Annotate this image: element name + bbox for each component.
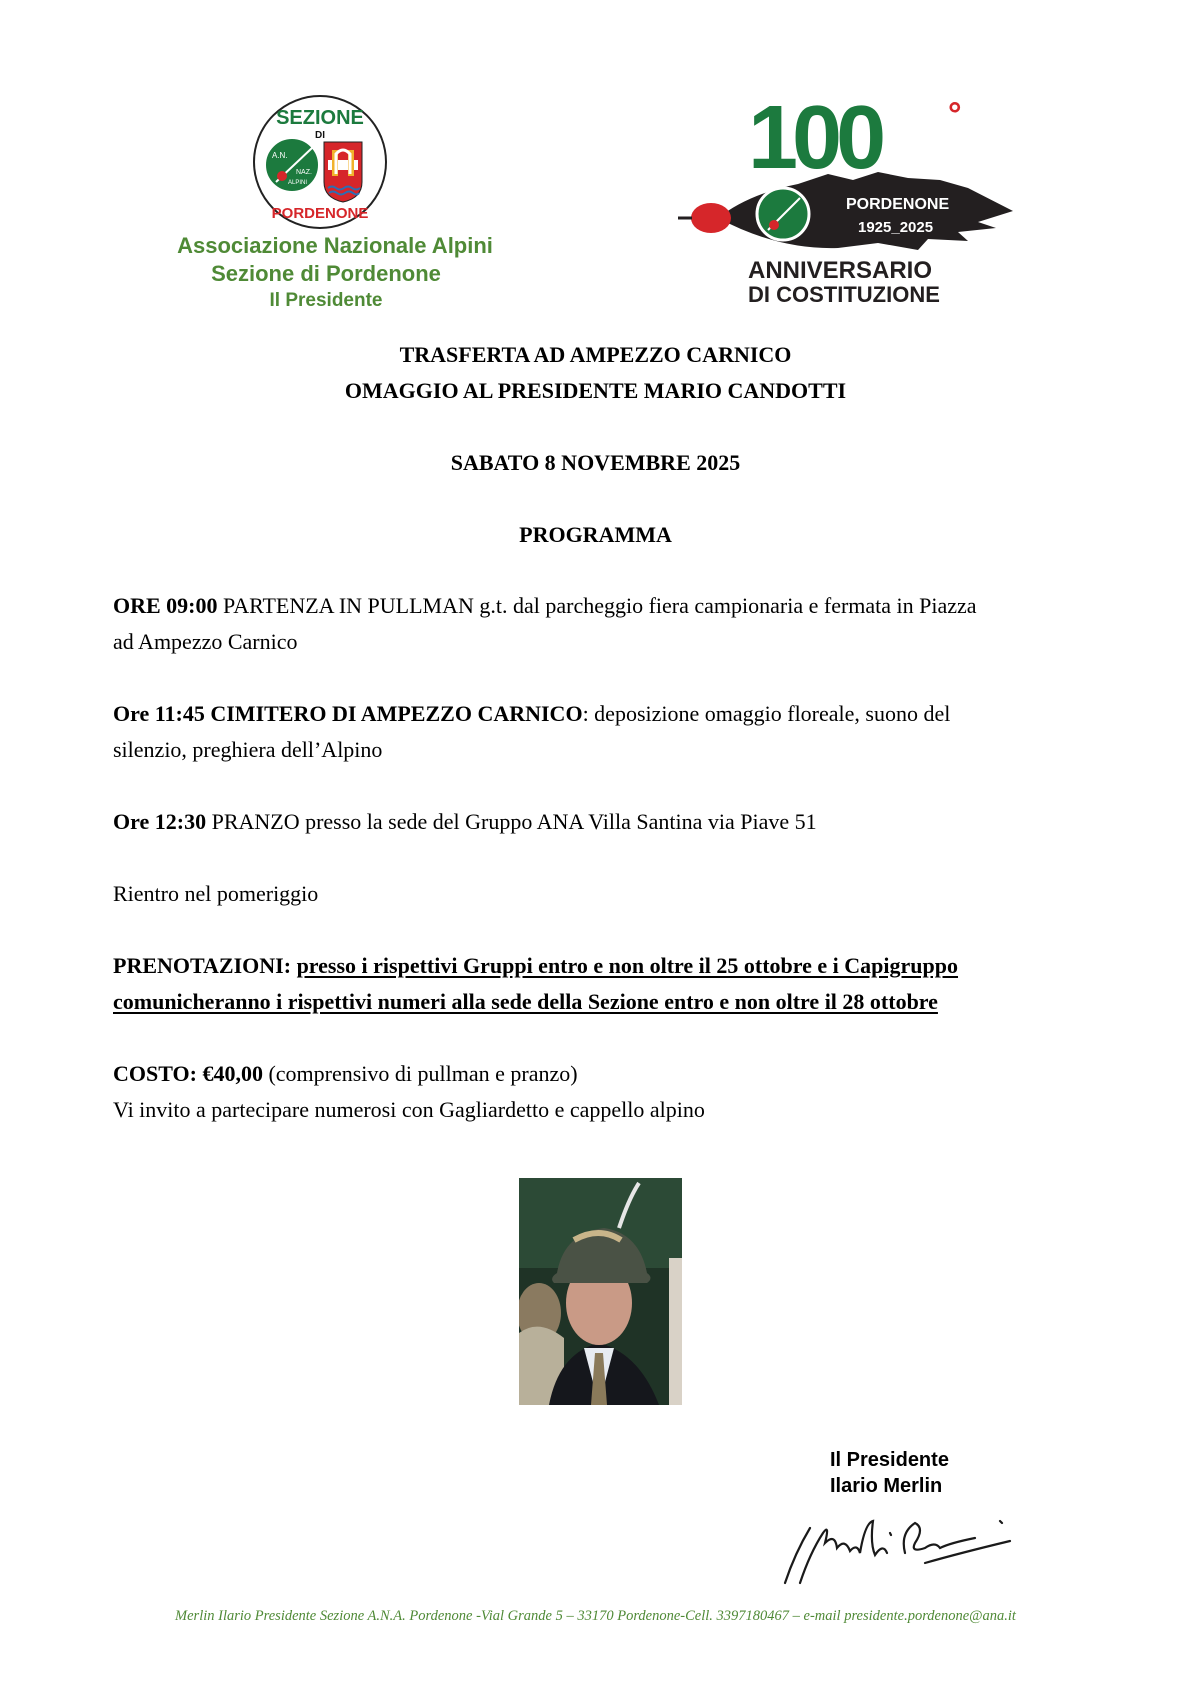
program-item-3-time: Ore 12:30 <box>113 809 207 834</box>
pordenone-coat-of-arms-icon <box>324 142 362 202</box>
logo-di-text: DI <box>315 130 325 141</box>
header-role: Il Presidente <box>269 290 383 311</box>
booking-label: PRENOTAZIONI: <box>113 953 292 978</box>
program-item-3 <box>113 804 1073 840</box>
organization-header <box>140 232 530 314</box>
signature-role: Il Presidente <box>830 1449 949 1471</box>
program-item-1-time: ORE 09:00 <box>113 593 218 618</box>
return-note: Rientro nel pomeriggio <box>113 881 319 906</box>
portrait-photo-mario-candotti <box>519 1178 682 1405</box>
centenary-degree: ° <box>948 96 962 134</box>
signature-name: Ilario Merlin <box>830 1475 943 1497</box>
logo-badge-text-3: ALPINI <box>288 180 308 186</box>
booking-text-line1: presso i rispettivi Gruppi entro e non oltre il 25 ottobre e i Capigruppo <box>296 953 959 978</box>
centenary-years: 1925_2025 <box>858 219 934 236</box>
program-item-1-text-cont: ad Ampezzo Carnico <box>113 629 298 654</box>
handwritten-signature <box>775 1503 1025 1593</box>
program-item-1-text: PARTENZA IN PULLMAN g.t. dal parcheggio fiera campionaria e fermata in Piazza <box>217 593 977 618</box>
cost-section <box>113 1056 1073 1128</box>
centenary-line1: ANNIVERSARIO <box>748 257 933 284</box>
cost-note: (comprensivo di pullman e pranzo) <box>262 1061 578 1086</box>
section-name: Sezione di Pordenone <box>211 261 441 286</box>
logo-sezione-text: SEZIONE <box>276 107 364 129</box>
logo-badge-text-2: NAZ. <box>296 169 312 176</box>
program-heading: PROGRAMMA <box>519 522 672 547</box>
program-item-1 <box>113 588 1073 660</box>
program-item-3-text: PRANZO presso la sede del Gruppo ANA Villa Santina via Piave 51 <box>206 809 817 834</box>
centenary-line2: DI COSTITUZIONE <box>748 282 940 307</box>
centenary-city: PORDENONE <box>846 196 950 213</box>
signature-block <box>830 1447 949 1499</box>
title-line1: TRASFERTA AD AMPEZZO CARNICO <box>399 342 792 367</box>
booking-text-line2: comunicheranno i rispettivi numeri alla sede della Sezione entro e non oltre il 28 ottobre <box>113 989 938 1014</box>
footer-contact: Merlin Ilario Presidente Sezione A.N.A. Pordenone -Vial Grande 5 – 33170 Pordenone-Cell. 3397180467 – e-mail presidente.pordenone@ana.it <box>175 1608 1016 1624</box>
program-item-2-text: : deposizione omaggio floreale, suono del <box>582 701 951 726</box>
program-item-2-text-cont: silenzio, preghiera dell’Alpino <box>113 737 383 762</box>
program-item-2-time: Ore 11:45 CIMITERO DI AMPEZZO CARNICO <box>113 701 583 726</box>
centenary-number: 100 <box>748 96 881 188</box>
title-line2: OMAGGIO AL PRESIDENTE MARIO CANDOTTI <box>344 378 847 403</box>
program-item-2 <box>113 696 1073 768</box>
org-name: Associazione Nazionale Alpini <box>177 233 493 258</box>
cost-label: COSTO: €40,00 <box>113 1061 263 1086</box>
ana-sezione-pordenone-logo <box>252 94 388 230</box>
event-date: SABATO 8 NOVEMBRE 2025 <box>450 450 741 475</box>
invite-text: Vi invito a partecipare numerosi con Gagliardetto e cappello alpino <box>113 1097 705 1122</box>
centenary-logo <box>678 96 1023 314</box>
logo-pordenone-text: PORDENONE <box>271 205 369 222</box>
booking-section <box>113 948 1073 1020</box>
logo-badge-text-1: A.N. <box>272 151 288 160</box>
